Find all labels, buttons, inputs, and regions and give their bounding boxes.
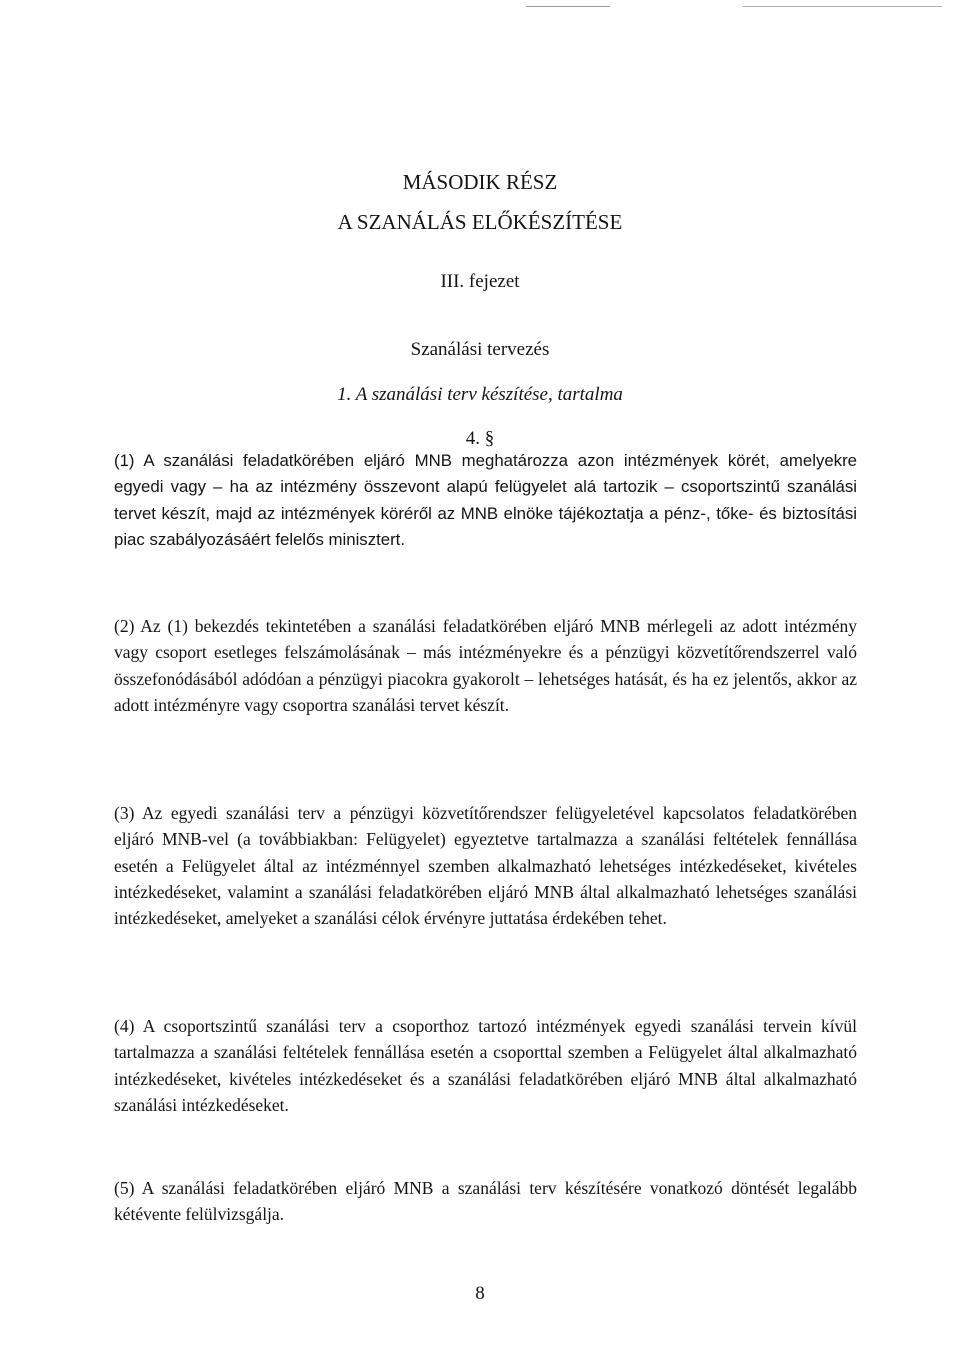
paragraph-3: (3) Az egyedi szanálási terv a pénzügyi közvetítőrendszer felügyeletével kapcsolatos feladatkörében eljáró MNB-vel (a továbbiakban: Felügyelet) egyeztetve tartalmazza a szanálási feltételek fennállása esetén a Felügyelet által az intézménnyel szemben alkalmazható lehetséges intézkedéseket, kivételes intézkedéseket, valamint a szanálási feladatkörében eljáró MNB által alkalmazható lehetséges szanálási intézkedéseket, amelyeket a szanálási célok érvényre juttatása érdekében tehet.	[114, 803, 857, 929]
scan-artifact-line	[742, 6, 942, 7]
paragraph-4: (4) A csoportszintű szanálási terv a csoporthoz tartozó intézmények egyedi szanálási tervein kívül tartalmazza a szanálási feltételek fennállása esetén a csoporttal szemben a Felügyelet által alkalmazható intézkedéseket, kivételes intézkedéseket és a szanálási feladatkörében eljáró MNB által alkalmazható szanálási intézkedéseket.	[114, 1016, 857, 1115]
paragraph-5: (5) A szanálási feladatkörében eljáró MNB a szanálási terv készítésére vonatkozó döntését legalább kétévente felülvizsgálja.	[114, 1178, 857, 1225]
part-heading: MÁSODIK RÉSZ	[402, 170, 558, 194]
chapter-title: Szanálási tervezés	[410, 339, 550, 360]
section-number: 4. §	[465, 428, 495, 449]
paragraph-1: (1) A szanálási feladatkörében eljáró MNB meghatározza azon intézmények körét, amelyekre egyedi vagy – ha az intézmény összevont alapú felügyelet alá tartozik – csoportszintű szanálási tervet készít, majd az intézmények köréről az MNB elnöke tájékoztatja a pénz-, tőke- és biztosítási piac szabályozásáért felelős minisztert.	[114, 451, 857, 549]
paragraph-2: (2) Az (1) bekezdés tekintetében a szanálási feladatkörében eljáró MNB mérlegeli az adott intézmény vagy csoport esetleges felszámolásának – más intézményekre és a pénzügyi közvetítőrendszerrel való összefonódásából adódóan a pénzügyi piacokra gyakorolt – lehetséges hatását, és ha ez jelentős, akkor az adott intézményre vagy csoportra szanálási tervet készít.	[114, 616, 857, 715]
chapter-heading: III. fejezet	[440, 271, 520, 292]
part-title: A SZANÁLÁS ELŐKÉSZÍTÉSE	[337, 210, 623, 234]
page-number: 8	[475, 1283, 485, 1304]
subsection-title: 1. A szanálási terv készítése, tartalma	[337, 384, 623, 405]
scan-artifact-line	[526, 6, 610, 7]
